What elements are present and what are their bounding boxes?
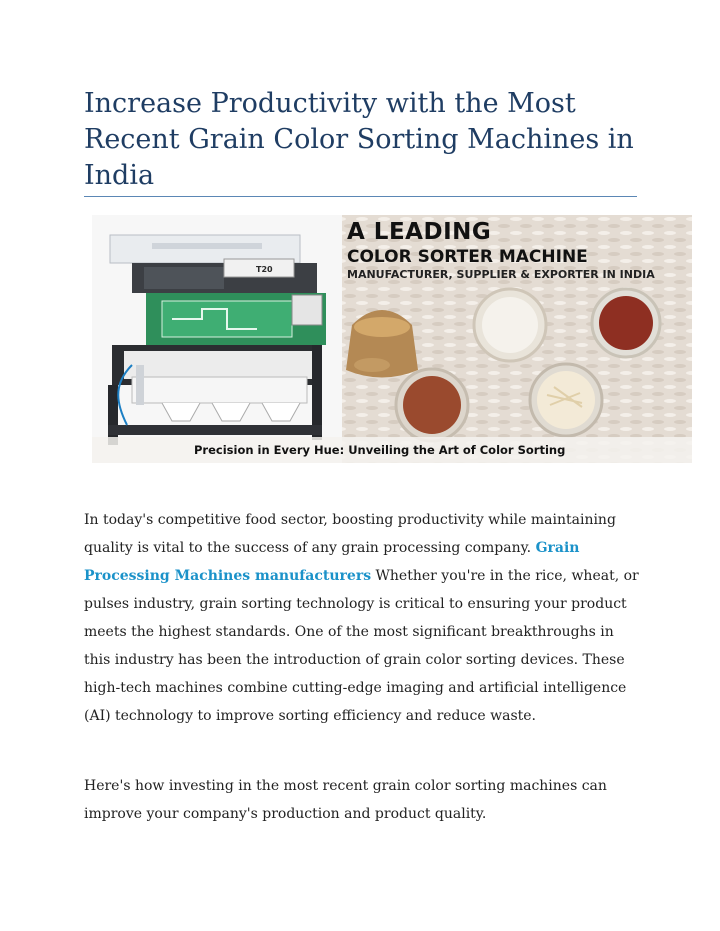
banner-caption: Precision in Every Hue: Unveiling the Art of Color Sorting: [194, 443, 566, 457]
intro-text-end: Whether you're in the rice, wheat, or pulses industry, grain sorting technology is critical to ensuring your product meets the highest standards. One of the most significant breakthroughs in this industry has been the introduction of grain color sorting devices. These high-tech machines combine cutting-edge imaging and artificial intelligence (AI) technology to improve sorting efficiency and reduce waste.: [84, 568, 639, 724]
red-rice-bowl: [592, 289, 660, 357]
machine-model-label: T20: [256, 265, 273, 274]
intro-paragraph: [84, 506, 644, 730]
grain-processing-link[interactable]: Grain Processing Machines manufacturers: [84, 540, 580, 584]
banner-headline-1: A LEADING: [347, 219, 492, 245]
title-underline: [84, 196, 637, 197]
white-rice-bowl: [474, 289, 546, 361]
basmati-rice-bowl: [530, 364, 602, 436]
brown-rice-bowl: [396, 369, 468, 441]
banner-headline-2: COLOR SORTER MACHINE: [347, 247, 588, 267]
banner-headline-3: MANUFACTURER, SUPPLIER & EXPORTER IN INDIA: [347, 268, 655, 281]
article-title: Increase Productivity with the Most Recent Grain Color Sorting Machines in India: [84, 88, 634, 191]
intro-text-start: In today's competitive food sector, boosting productivity while maintaining quality is vital to the success of any grain processing company.: [84, 512, 616, 556]
second-paragraph: Here's how investing in the most recent grain color sorting machines can improve your company's production and product quality.: [84, 778, 607, 822]
banner-image: [92, 215, 692, 463]
